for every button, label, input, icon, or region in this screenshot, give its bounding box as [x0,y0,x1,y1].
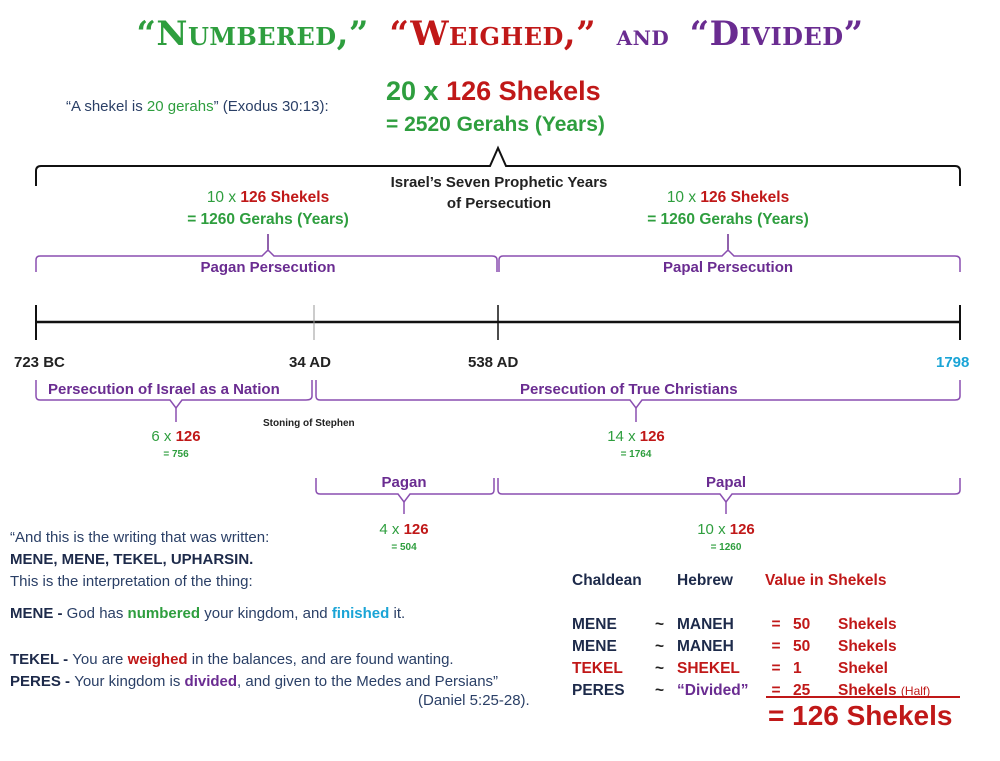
date-538ad: 538 AD [468,354,519,371]
nation-label: Persecution of Israel as a Nation [48,381,280,398]
date-34ad: 34 AD [289,354,331,371]
papal-calc: 10 x 126 = 1260 [697,521,755,553]
stoning-of-stephen: Stoning of Stephen [263,418,355,429]
shekel-note: “A shekel is 20 gerahs” (Exodus 30:13): [66,98,329,115]
title-divided: “Divided” [689,14,864,54]
title-weighed: “Weighed,” [389,14,597,54]
papal-persecution-label: Papal Persecution [662,259,794,276]
christians-calc: 14 x 126 = 1764 [607,428,665,460]
top-calc-shekels: 20 x 126 Shekels [386,76,601,106]
right-half-calc: 10 x 126 Shekels = 1260 Gerahs (Years) [647,189,809,228]
pagan-persecution-label: Pagan Persecution [200,259,336,276]
table-row: PERES ~ “Divided” = 25 Shekels (Half) [572,682,931,699]
value-table [572,570,958,702]
date-1798: 1798 [936,354,970,371]
table-row: TEKEL ~ SHEKEL = 1 Shekel [572,660,888,677]
quote-line-2: MENE, MENE, TEKEL, UPHARSIN. [10,551,254,568]
value-table-header: Chaldean Hebrew Value in Shekels [572,572,887,589]
top-calc-gerahs: = 2520 Gerahs (Years) [386,113,605,136]
papal-label: Papal [705,474,747,491]
pagan-calc: 4 x 126 = 504 [379,521,429,553]
quote-mene: MENE - God has numbered your kingdom, and finished it. [10,605,406,622]
quote-reference: (Daniel 5:25-28). [418,692,530,709]
left-half-calc: 10 x 126 Shekels = 1260 Gerahs (Years) [187,189,349,228]
title-numbered: “Numbered,” [136,14,369,54]
table-row: MENE ~ MANEH = 50 Shekels [572,616,897,633]
quote-line-1: “And this is the writing that was written: [10,529,270,546]
christians-label: Persecution of True Christians [520,381,738,398]
quote-peres: PERES - Your kingdom is divided, and given to the Medes and Persians” [10,673,499,690]
nation-calc: 6 x 126 = 756 [151,428,201,460]
quote-tekel: TEKEL - You are weighed in the balances, and are found wanting. [10,651,454,668]
center-label: Israel’s Seven Prophetic Years of Persecution [390,174,608,212]
total-shekels: = 126 Shekels [768,700,953,731]
daniel-quote [10,527,498,693]
quote-line-3: This is the interpretation of the thing: [10,573,253,590]
table-row: MENE ~ MANEH = 50 Shekels [572,638,897,655]
date-723bc: 723 BC [14,354,65,371]
title-and: and [616,19,670,52]
pagan-label: Pagan [381,474,427,491]
